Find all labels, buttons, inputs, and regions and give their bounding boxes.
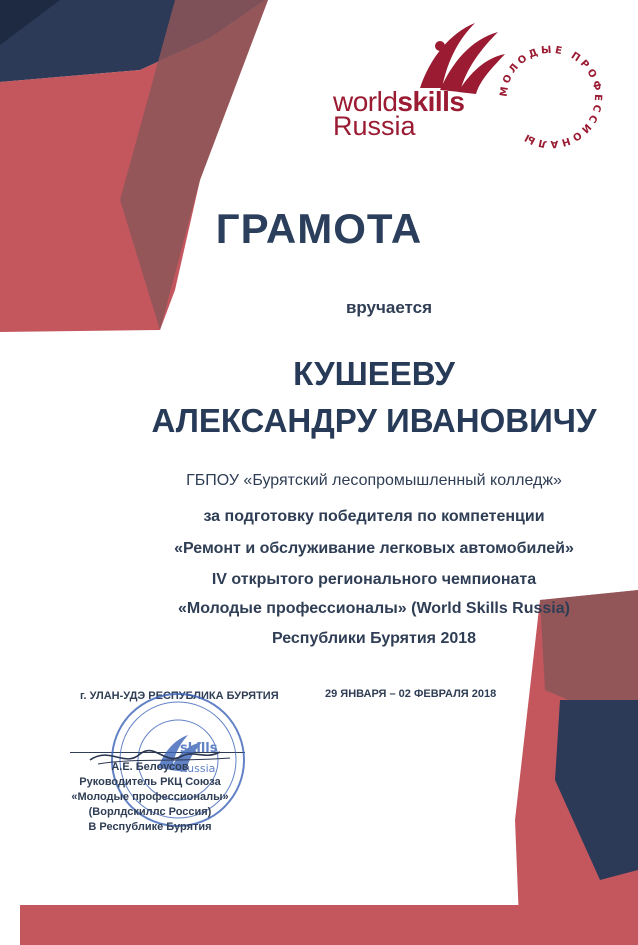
signer-line: (Ворлдскиллс Россия) xyxy=(88,806,212,818)
logo-world: world xyxy=(333,86,398,117)
body-line-program: «Молодые профессионалы» (World Skills Russia) xyxy=(178,600,570,617)
body-line-reason: за подготовку победителя по компетенции xyxy=(203,508,545,525)
bg-bottom-strip xyxy=(20,905,520,945)
city-label: г. УЛАН-УДЭ РЕСПУБЛИКА БУРЯТИЯ xyxy=(80,690,279,702)
page-title: ГРАМОТА xyxy=(215,205,423,252)
event-dates: 29 ЯНВАРЯ – 02 ФЕВРАЛЯ 2018 xyxy=(325,688,497,700)
body-line-college: ГБПОУ «Бурятский лесопромышленный колледж» xyxy=(186,472,562,489)
signer-line: В Республике Бурятия xyxy=(88,821,212,833)
logo-russia: Russia xyxy=(333,111,416,141)
recipient-given-names: АЛЕКСАНДРУ ИВАНОВИЧУ xyxy=(151,402,597,439)
young-professionals-logo xyxy=(492,38,610,156)
body-line-competence: «Ремонт и обслуживание легковых автомобилей» xyxy=(174,540,574,557)
body-line-championship: IV открытого регионального чемпионата xyxy=(211,571,537,588)
signer-block xyxy=(55,760,245,835)
signer-name: А.Е. Белоусов xyxy=(111,761,189,773)
stamp-sub: Russia xyxy=(180,762,216,775)
recipient-surname: КУШЕЕВУ xyxy=(293,355,455,392)
logo-skills: skills xyxy=(397,86,465,117)
signer-line: «Молодые профессионалы» xyxy=(71,791,229,803)
signer-line: Руководитель РКЦ Союза xyxy=(79,776,221,788)
seal-text: МОЛОДЫЕ ПРОФЕССИОНАЛЫ xyxy=(498,44,604,150)
body-line-region: Республики Бурятия 2018 xyxy=(271,630,477,647)
svg-text:МОЛОДЫЕ ПРОФЕССИОНАЛЫ xyxy=(499,45,604,150)
awarded-label: вручается xyxy=(345,298,433,317)
stamp-logo: skills xyxy=(180,741,218,756)
